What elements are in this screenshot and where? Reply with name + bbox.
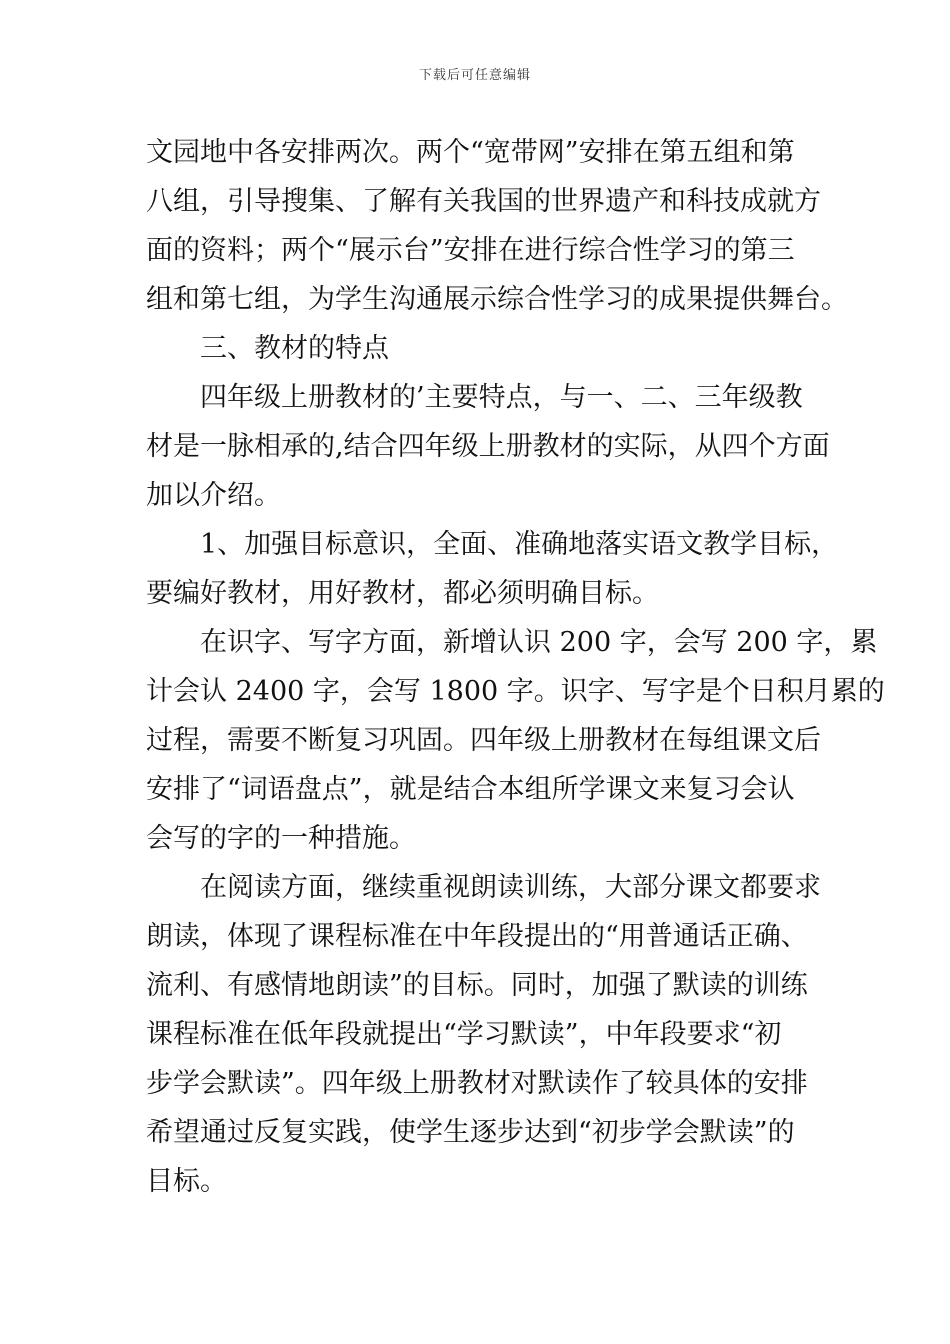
text-line: 流利、有感情地朗读”的目标。同时，加强了默读的训练	[146, 970, 808, 1001]
text-line: 步学会默读”。四年级上册教材对默读作了较具体的安排	[146, 1068, 808, 1099]
text-line: 过程，需要不断复习巩固。四年级上册教材在每组课文后	[146, 725, 821, 756]
text-line: 朗读，体现了课程标准在中年段提出的“用普通话正确、	[146, 921, 808, 952]
text-line: 三、教材的特点	[200, 333, 389, 364]
text-line: 会写的字的一种措施。	[146, 823, 416, 854]
body-text	[146, 128, 885, 1206]
text-line: 四年级上册教材的’主要特点，与一、二、三年级教	[200, 382, 803, 413]
page-header: 下载后可任意编辑	[418, 68, 531, 83]
text-line: 在识字、写字方面，新增认识 200 字，会写 200 字，累	[200, 627, 878, 658]
text-line: 安排了“词语盘点”，就是结合本组所学课文来复习会认	[146, 774, 795, 805]
text-line: 在阅读方面，继续重视朗读训练，大部分课文都要求	[200, 872, 821, 903]
text-line: 1、加强目标意识，全面、准确地落实语文教学目标，	[200, 529, 839, 560]
text-line: 面的资料；两个“展示台”安排在进行综合性学习的第三	[146, 235, 795, 266]
text-line: 文园地中各安排两次。两个“宽带网”安排在第五组和第	[146, 137, 795, 168]
text-line: 组和第七组，为学生沟通展示综合性学习的成果提供舞台。	[146, 284, 848, 315]
text-line: 材是一脉相承的,结合四年级上册教材的实际，从四个方面	[146, 431, 830, 462]
text-line: 希望通过反复实践，使学生逐步达到“初步学会默读”的	[146, 1117, 795, 1148]
text-line: 计会认 2400 字，会写 1800 字。识字、写字是个日积月累的	[146, 676, 885, 707]
text-line: 加以介绍。	[146, 480, 281, 511]
text-line: 课程标准在低年段就提出“学习默读”，中年段要求“初	[146, 1019, 782, 1050]
text-line: 八组，引导搜集、了解有关我国的世界遗产和科技成就方	[146, 186, 821, 217]
text-line: 目标。	[146, 1166, 227, 1197]
text-line: 要编好教材，用好教材，都必须明确目标。	[146, 578, 659, 609]
